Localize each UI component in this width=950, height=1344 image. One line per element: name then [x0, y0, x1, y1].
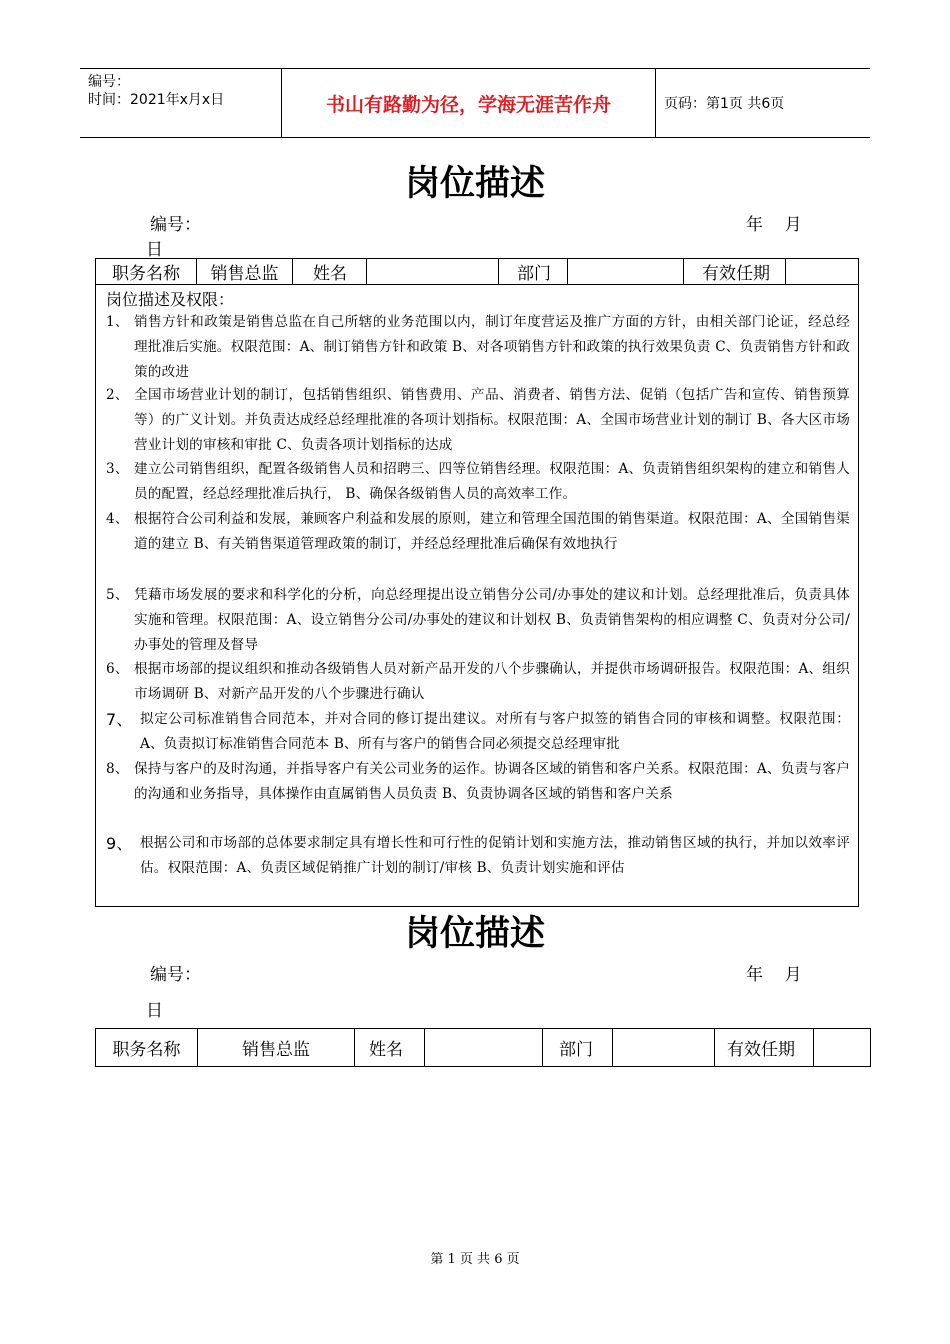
position-value: 销售总监: [197, 259, 293, 284]
position-label: 职务名称: [96, 1029, 198, 1066]
duty-text: 根据市场部的提议组织和推动各级销售人员对新产品开发的八个步骤确认，并提供市场调研报告。权限范围：A、组织市场调研 B、对新产品开发的八个步骤进行确认: [134, 661, 850, 702]
duty-number: 6、: [106, 661, 129, 677]
section2-day: 日: [146, 1001, 163, 1021]
duty-text: 保持与客户的及时沟通，并指导客户有关公司业务的运作。协调各区域的销售和客户关系。权限范围：A、负责与客户的沟通和业务指导，具体操作由直属销售人员负责 B、负责协调各区域的销售和客户关系: [134, 761, 850, 802]
header-page-label: 页码：第1页 共6页: [664, 96, 785, 112]
name-value: [368, 259, 499, 284]
duty-number: 3、: [106, 461, 129, 477]
page-footer: 第 1 页 共 6 页: [430, 1252, 520, 1267]
section1-serial-label: 编号：: [150, 215, 201, 235]
duty-number: 8、: [106, 761, 129, 777]
duty-number: 4、: [106, 511, 129, 527]
name-value: [426, 1029, 543, 1066]
duty-number: 2、: [106, 387, 129, 403]
section2-title: 岗位描述: [404, 914, 545, 954]
term-value: [787, 259, 858, 284]
position-label: 职务名称: [96, 259, 197, 284]
term-label: 有效任期: [715, 1029, 814, 1066]
header-info-cell: [80, 69, 282, 137]
duty-number: 7、: [106, 710, 133, 729]
dept-value: [569, 259, 684, 284]
section2-serial-label: 编号：: [150, 965, 201, 985]
term-label: 有效任期: [684, 259, 786, 284]
name-label: 姓名: [293, 259, 367, 284]
duties-box: [95, 283, 859, 907]
section2-info-table: [95, 1028, 871, 1067]
duty-text: 根据符合公司利益和发展，兼顾客户利益和发展的原则，建立和管理全国范围的销售渠道。权限范围：A、全国销售渠道的建立 B、有关销售渠道管理政策的制订，并经总经理批准后确保有效地执行: [134, 511, 850, 552]
section1-year-month: 年 月: [746, 215, 802, 235]
term-value: [815, 1029, 870, 1066]
duty-text: 销售方针和政策是销售总监在自己所辖的业务范围以内，制订年度营运及推广方面的方针，由相关部门论证，经总经理批准后实施。权限范围：A、制订销售方针和政策 B、对各项销售方针和政策的执行效果负责 C、负责销售方针和政策的改进: [134, 314, 850, 380]
dept-value: [614, 1029, 715, 1066]
dept-label: 部门: [543, 1029, 613, 1066]
duty-number: 1、: [106, 314, 129, 330]
header-motto-cell: [282, 69, 656, 137]
section1-title: 岗位描述: [404, 164, 545, 204]
duty-text: 拟定公司标准销售合同范本，并对合同的修订提出建议。对所有与客户拟签的销售合同的审核和调整。权限范围：A、负责拟订标准销售合同范本 B、所有与客户的销售合同必须提交总经理审批: [140, 711, 850, 752]
header-motto: 书山有路勤为径，学海无涯苦作舟: [325, 93, 611, 116]
name-label: 姓名: [355, 1029, 425, 1066]
page-header: [80, 68, 870, 138]
section1-day: 日: [146, 240, 163, 260]
duties-heading: 岗位描述及权限：: [106, 290, 235, 309]
position-value: 销售总监: [198, 1029, 355, 1066]
duty-text: 根据公司和市场部的总体要求制定具有增长性和可行性的促销计划和实施方法，推动销售区域的执行，并加以效率评估。权限范围：A、负责区域促销推广计划的制订/审核 B、负责计划实施和评估: [140, 835, 850, 876]
duty-text: 建立公司销售组织，配置各级销售人员和招聘三、四等位销售经理。权限范围：A、负责销售组织架构的建立和销售人员的配置，经总经理批准后执行， B、确保各级销售人员的高效率工作。: [134, 461, 850, 502]
section1-info-table: [95, 258, 859, 285]
duty-text: 全国市场营业计划的制订，包括销售组织、销售费用、产品、消费者、销售方法、促销（包括广告和宣传、销售预算等）的广义计划。并负责达成经总经理批准的各项计划指标。权限范围：A、全国市场营业计划的制订 B、各大区市场营业计划的审核和审批 C、负责各项计划指标的达成: [134, 387, 850, 453]
header-serial-label: 编号：: [88, 74, 130, 90]
header-time-label: 时间：2021年x月x日: [88, 92, 225, 108]
dept-label: 部门: [499, 259, 568, 284]
duty-number: 5、: [106, 587, 129, 603]
duty-number: 9、: [106, 834, 133, 853]
section2-year-month: 年 月: [746, 965, 802, 985]
duty-text: 凭藉市场发展的要求和科学化的分析，向总经理提出设立销售分公司/办事处的建议和计划。总经理批准后，负责具体实施和管理。权限范围：A、设立销售分公司/办事处的建议和计划权 B、负责销售架构的相应调整 C、负责对分公司/办事处的管理及督导: [134, 587, 850, 653]
